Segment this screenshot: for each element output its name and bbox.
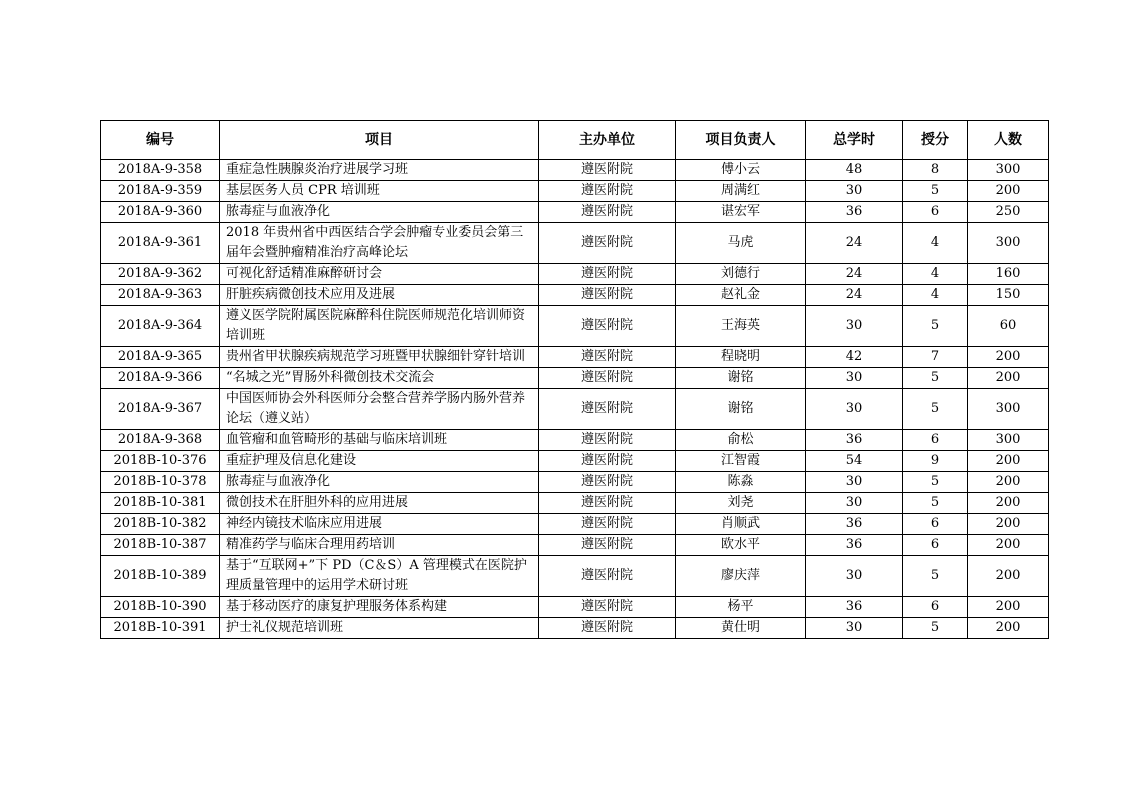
cell-count: 200 xyxy=(968,347,1049,368)
table-body xyxy=(101,160,1049,639)
cell-id: 2018B-10-387 xyxy=(101,535,220,556)
header-host: 主办单位 xyxy=(539,121,676,160)
cell-host: 遵医附院 xyxy=(539,264,676,285)
cell-count: 300 xyxy=(968,223,1049,264)
cell-id: 2018A-9-364 xyxy=(101,306,220,347)
cell-hours: 36 xyxy=(806,430,903,451)
cell-host: 遵医附院 xyxy=(539,514,676,535)
cell-id: 2018B-10-378 xyxy=(101,472,220,493)
table-row xyxy=(101,493,1049,514)
cell-leader: 刘尧 xyxy=(676,493,806,514)
table-row xyxy=(101,223,1049,264)
cell-project: 2018 年贵州省中西医结合学会肿瘤专业委员会第三届年会暨肿瘤精准治疗高峰论坛 xyxy=(220,223,539,264)
cell-project: 基于移动医疗的康复护理服务体系构建 xyxy=(220,597,539,618)
cell-project: 血管瘤和血管畸形的基础与临床培训班 xyxy=(220,430,539,451)
cell-host: 遵医附院 xyxy=(539,451,676,472)
cell-project: 脓毒症与血液净化 xyxy=(220,472,539,493)
cell-leader: 陈淼 xyxy=(676,472,806,493)
cell-leader: 杨平 xyxy=(676,597,806,618)
cell-id: 2018B-10-376 xyxy=(101,451,220,472)
cell-id: 2018B-10-382 xyxy=(101,514,220,535)
cell-host: 遵医附院 xyxy=(539,493,676,514)
cell-leader: 欧水平 xyxy=(676,535,806,556)
cell-hours: 30 xyxy=(806,493,903,514)
cell-id: 2018B-10-381 xyxy=(101,493,220,514)
cell-project: 微创技术在肝胆外科的应用进展 xyxy=(220,493,539,514)
cell-count: 150 xyxy=(968,285,1049,306)
cell-id: 2018B-10-390 xyxy=(101,597,220,618)
cell-credits: 5 xyxy=(903,368,968,389)
cell-host: 遵医附院 xyxy=(539,597,676,618)
cell-project: 重症护理及信息化建设 xyxy=(220,451,539,472)
cell-hours: 30 xyxy=(806,368,903,389)
cell-count: 200 xyxy=(968,597,1049,618)
cell-leader: 黄仕明 xyxy=(676,618,806,639)
cell-leader: 周满红 xyxy=(676,181,806,202)
table-header-row xyxy=(101,121,1049,160)
cell-id: 2018A-9-365 xyxy=(101,347,220,368)
cell-leader: 江智霞 xyxy=(676,451,806,472)
cell-count: 200 xyxy=(968,472,1049,493)
cell-leader: 王海英 xyxy=(676,306,806,347)
cell-count: 300 xyxy=(968,389,1049,430)
cell-hours: 36 xyxy=(806,514,903,535)
cell-hours: 36 xyxy=(806,535,903,556)
cell-credits: 5 xyxy=(903,493,968,514)
cell-count: 200 xyxy=(968,514,1049,535)
cell-id: 2018B-10-391 xyxy=(101,618,220,639)
cell-host: 遵医附院 xyxy=(539,285,676,306)
cell-id: 2018A-9-363 xyxy=(101,285,220,306)
header-count: 人数 xyxy=(968,121,1049,160)
table-row xyxy=(101,264,1049,285)
cell-credits: 4 xyxy=(903,223,968,264)
cell-leader: 俞松 xyxy=(676,430,806,451)
cell-count: 300 xyxy=(968,160,1049,181)
table-row xyxy=(101,430,1049,451)
cell-hours: 30 xyxy=(806,556,903,597)
cell-leader: 廖庆萍 xyxy=(676,556,806,597)
cell-project: 肝脏疾病微创技术应用及进展 xyxy=(220,285,539,306)
cell-id: 2018A-9-366 xyxy=(101,368,220,389)
cell-hours: 30 xyxy=(806,389,903,430)
table-row xyxy=(101,347,1049,368)
cell-host: 遵医附院 xyxy=(539,181,676,202)
cell-count: 200 xyxy=(968,556,1049,597)
cell-project: 重症急性胰腺炎治疗进展学习班 xyxy=(220,160,539,181)
cell-credits: 5 xyxy=(903,181,968,202)
cell-credits: 5 xyxy=(903,472,968,493)
cell-id: 2018A-9-367 xyxy=(101,389,220,430)
table-row xyxy=(101,514,1049,535)
cell-id: 2018A-9-358 xyxy=(101,160,220,181)
table-row xyxy=(101,160,1049,181)
cell-count: 200 xyxy=(968,618,1049,639)
cell-project: 可视化舒适精准麻醉研讨会 xyxy=(220,264,539,285)
cell-credits: 6 xyxy=(903,597,968,618)
cell-count: 200 xyxy=(968,181,1049,202)
cell-id: 2018A-9-360 xyxy=(101,202,220,223)
cell-leader: 傅小云 xyxy=(676,160,806,181)
cell-credits: 6 xyxy=(903,514,968,535)
cell-project: 基于“互联网+”下 PD（C＆S）A 管理模式在医院护理质量管理中的运用学术研讨班 xyxy=(220,556,539,597)
cell-project: 护士礼仪规范培训班 xyxy=(220,618,539,639)
cell-count: 60 xyxy=(968,306,1049,347)
cell-id: 2018A-9-368 xyxy=(101,430,220,451)
cell-id: 2018A-9-362 xyxy=(101,264,220,285)
cell-project: “名城之光”胃肠外科微创技术交流会 xyxy=(220,368,539,389)
cell-project: 精准药学与临床合理用药培训 xyxy=(220,535,539,556)
cell-count: 200 xyxy=(968,368,1049,389)
cell-credits: 7 xyxy=(903,347,968,368)
cell-hours: 42 xyxy=(806,347,903,368)
table-row xyxy=(101,597,1049,618)
cell-hours: 48 xyxy=(806,160,903,181)
cell-host: 遵医附院 xyxy=(539,347,676,368)
table-row xyxy=(101,285,1049,306)
cell-project: 遵义医学院附属医院麻醉科住院医师规范化培训师资培训班 xyxy=(220,306,539,347)
cell-leader: 肖顺武 xyxy=(676,514,806,535)
cell-credits: 5 xyxy=(903,556,968,597)
table-row xyxy=(101,368,1049,389)
cell-leader: 马虎 xyxy=(676,223,806,264)
cell-hours: 54 xyxy=(806,451,903,472)
table-row xyxy=(101,472,1049,493)
cell-hours: 30 xyxy=(806,618,903,639)
cell-host: 遵医附院 xyxy=(539,535,676,556)
cell-count: 300 xyxy=(968,430,1049,451)
header-hours: 总学时 xyxy=(806,121,903,160)
cell-credits: 8 xyxy=(903,160,968,181)
cell-host: 遵医附院 xyxy=(539,306,676,347)
cell-credits: 6 xyxy=(903,535,968,556)
cell-count: 250 xyxy=(968,202,1049,223)
cell-project: 脓毒症与血液净化 xyxy=(220,202,539,223)
cell-host: 遵医附院 xyxy=(539,472,676,493)
cell-credits: 6 xyxy=(903,202,968,223)
table-row xyxy=(101,556,1049,597)
cell-project: 贵州省甲状腺疾病规范学习班暨甲状腺细针穿针培训 xyxy=(220,347,539,368)
cell-leader: 谢铭 xyxy=(676,389,806,430)
table-row xyxy=(101,618,1049,639)
cell-host: 遵医附院 xyxy=(539,556,676,597)
header-leader: 项目负责人 xyxy=(676,121,806,160)
table-row xyxy=(101,451,1049,472)
cell-host: 遵医附院 xyxy=(539,618,676,639)
table-row xyxy=(101,389,1049,430)
cell-credits: 4 xyxy=(903,285,968,306)
cell-leader: 谌宏军 xyxy=(676,202,806,223)
cell-hours: 30 xyxy=(806,472,903,493)
cell-count: 200 xyxy=(968,451,1049,472)
cell-count: 200 xyxy=(968,493,1049,514)
table-row xyxy=(101,306,1049,347)
cell-hours: 24 xyxy=(806,285,903,306)
cell-id: 2018A-9-361 xyxy=(101,223,220,264)
header-project: 项目 xyxy=(220,121,539,160)
cell-hours: 36 xyxy=(806,202,903,223)
cell-project: 神经内镜技术临床应用进展 xyxy=(220,514,539,535)
cell-project: 基层医务人员 CPR 培训班 xyxy=(220,181,539,202)
cell-hours: 24 xyxy=(806,223,903,264)
cell-credits: 5 xyxy=(903,306,968,347)
cell-credits: 5 xyxy=(903,618,968,639)
cell-host: 遵医附院 xyxy=(539,223,676,264)
cell-id: 2018B-10-389 xyxy=(101,556,220,597)
cell-credits: 4 xyxy=(903,264,968,285)
cell-host: 遵医附院 xyxy=(539,430,676,451)
cell-id: 2018A-9-359 xyxy=(101,181,220,202)
cell-credits: 5 xyxy=(903,389,968,430)
header-credits: 授分 xyxy=(903,121,968,160)
table-row xyxy=(101,181,1049,202)
cell-host: 遵医附院 xyxy=(539,202,676,223)
header-id: 编号 xyxy=(101,121,220,160)
cell-hours: 36 xyxy=(806,597,903,618)
cell-host: 遵医附院 xyxy=(539,368,676,389)
cell-leader: 刘德行 xyxy=(676,264,806,285)
cell-hours: 24 xyxy=(806,264,903,285)
cell-host: 遵医附院 xyxy=(539,160,676,181)
cell-hours: 30 xyxy=(806,181,903,202)
cell-credits: 6 xyxy=(903,430,968,451)
cell-leader: 赵礼金 xyxy=(676,285,806,306)
table-row xyxy=(101,202,1049,223)
cell-leader: 谢铭 xyxy=(676,368,806,389)
cell-hours: 30 xyxy=(806,306,903,347)
cell-project: 中国医师协会外科医师分会整合营养学肠内肠外营养论坛（遵义站） xyxy=(220,389,539,430)
cell-count: 160 xyxy=(968,264,1049,285)
cell-count: 200 xyxy=(968,535,1049,556)
table-row xyxy=(101,535,1049,556)
cell-leader: 程晓明 xyxy=(676,347,806,368)
project-table xyxy=(100,120,1049,639)
cell-credits: 9 xyxy=(903,451,968,472)
cell-host: 遵医附院 xyxy=(539,389,676,430)
